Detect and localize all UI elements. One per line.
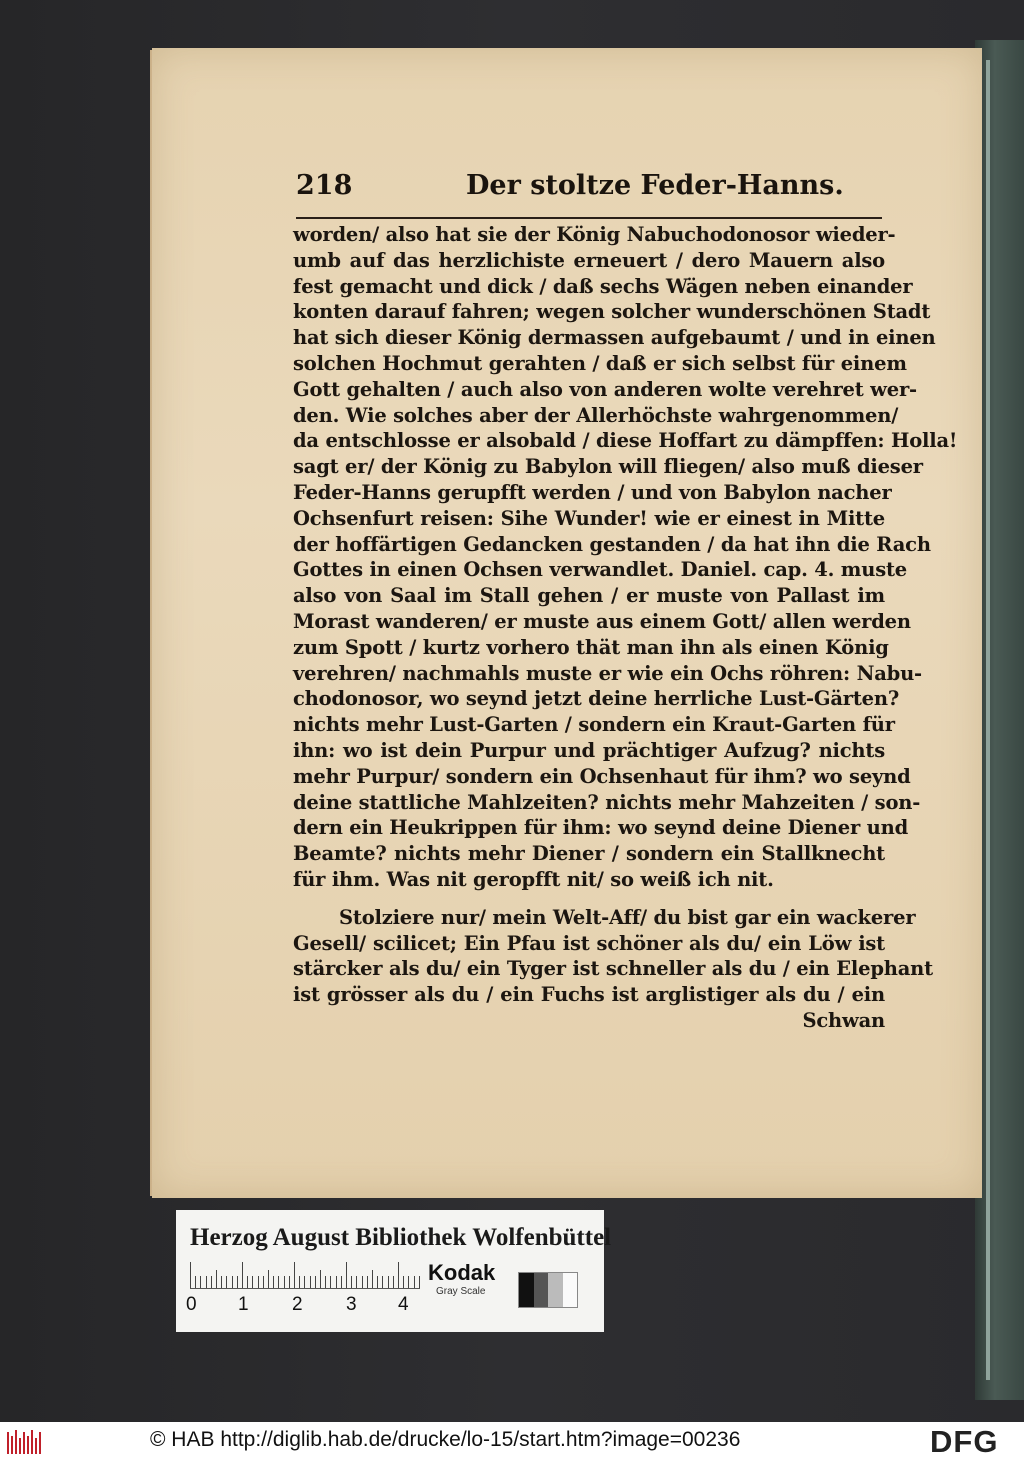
text-line: chodonosor, wo seynd jetzt deine herrliche Lust-Gärten? [293, 687, 900, 711]
text-line: konten darauf fahren; wegen solcher wunderschönen Stadt [293, 300, 931, 324]
ruler-tick [242, 1262, 243, 1288]
scale-number: 2 [292, 1294, 303, 1315]
ruler-tick [304, 1276, 305, 1288]
running-title: Der stoltze Feder-Hanns. [466, 170, 844, 201]
paragraph-gap [293, 893, 885, 905]
text-line: für ihm. Was nit geropfft nit/ so weiß ich nit. [293, 867, 774, 891]
kodak-brand: Kodak [428, 1260, 496, 1285]
ruler-tick [237, 1276, 238, 1288]
ruler-tick [341, 1276, 342, 1288]
text-line: stärcker als du/ ein Tyger ist schneller als du / ein Elephant [293, 957, 933, 981]
ruler-tick [289, 1276, 290, 1288]
barcode-icon [6, 1428, 46, 1456]
text-line: Gesell/ scilicet; Ein Pfau ist schöner als du/ ein Löw ist [293, 931, 885, 955]
gray-swatches [518, 1272, 578, 1308]
ruler-tick [200, 1276, 201, 1288]
text-line: also von Saal im Stall gehen / er muste von Pallast im [293, 584, 885, 608]
kodak-label [428, 1260, 495, 1297]
ruler-tick [398, 1262, 399, 1288]
ruler-tick [346, 1262, 347, 1288]
header-rule [296, 217, 882, 219]
dfg-logo: DFG [930, 1424, 999, 1459]
ruler-tick [377, 1276, 378, 1288]
ruler-tick [211, 1276, 212, 1288]
page-number: 218 [296, 170, 353, 201]
ruler-tick [263, 1276, 264, 1288]
scale-number: 0 [186, 1294, 197, 1315]
ruler-tick [382, 1276, 383, 1288]
color-reference-card [176, 1210, 612, 1332]
text-line: ihn: wo ist dein Purpur und prächtiger Aufzug? nichts [293, 738, 885, 762]
ruler-tick [414, 1276, 415, 1288]
text-line: dern ein Heukrippen für ihm: wo seynd deine Diener und [293, 816, 909, 840]
page-header [296, 170, 880, 210]
ruler-tick [226, 1276, 227, 1288]
text-line: den. Wie solches aber der Allerhöchste wahrgenommen/ [293, 403, 899, 427]
text-line: der hoffärtigen Gedancken gestanden / da hat ihn die Rach [293, 532, 931, 556]
text-line: solchen Hochmut gerahten / daß er sich selbst für einem [293, 351, 907, 375]
text-line: mehr Purpur/ sondern ein Ochsenhaut für ihm? wo seynd [293, 764, 911, 788]
ruler-tick [195, 1276, 196, 1288]
ruler-tick [325, 1276, 326, 1288]
text-line: Stolziere nur/ mein Welt-Aff/ du bist gar ein wackerer [339, 905, 916, 929]
text-line: ist grösser als du / ein Fuchs ist arglistiger als du / ein [293, 983, 885, 1007]
ruler-tick [356, 1276, 357, 1288]
ruler-tick [372, 1270, 373, 1288]
ruler-tick [310, 1276, 311, 1288]
kodak-subtitle: Gray Scale [436, 1286, 486, 1297]
text-line: da entschlosse er alsobald / diese Hoffart zu dämpffen: Holla! [293, 429, 958, 453]
swatch-white [563, 1273, 578, 1307]
adjacent-page-highlight [986, 60, 990, 1380]
text-line: Ochsenfurt reisen: Sihe Wunder! wie er einest in Mitte [293, 506, 885, 530]
scale-number: 3 [346, 1294, 357, 1315]
ruler-scale [190, 1258, 420, 1289]
ruler-tick [216, 1270, 217, 1288]
adjacent-page-edge [975, 40, 1024, 1400]
ruler-tick [258, 1276, 259, 1288]
swatch-black [519, 1273, 534, 1307]
ruler-tick [393, 1276, 394, 1288]
catchword: Schwan [802, 1008, 885, 1032]
scale-number: 4 [398, 1294, 409, 1315]
text-line: zum Spott / kurtz vorhero thät man ihn als einen König [293, 635, 889, 659]
text-line: umb auf das herzlichiste erneuert / dero Mauern also [293, 248, 885, 272]
ruler-tick [278, 1276, 279, 1288]
text-line: nichts mehr Lust-Garten / sondern ein Kraut-Garten für [293, 713, 895, 737]
ruler-tick [247, 1276, 248, 1288]
ruler-tick [206, 1276, 207, 1288]
ruler-tick [351, 1276, 352, 1288]
body-text [293, 222, 958, 1034]
ruler-tick [268, 1270, 269, 1288]
ruler-tick [336, 1276, 337, 1288]
text-line: deine stattliche Mahlzeiten? nichts mehr Mahzeiten / son- [293, 790, 921, 814]
ruler-tick [190, 1262, 191, 1288]
ruler-tick [294, 1262, 295, 1288]
swatch-dark-gray [534, 1273, 549, 1307]
ruler-tick [330, 1276, 331, 1288]
footer-bar [0, 1422, 1024, 1463]
ruler-tick [315, 1276, 316, 1288]
text-line: Gott gehalten / auch also von anderen wolte verehret wer- [293, 377, 917, 401]
scale-number: 1 [238, 1294, 249, 1315]
ruler-tick [320, 1270, 321, 1288]
ruler-tick [252, 1276, 253, 1288]
ruler-tick [388, 1276, 389, 1288]
ruler-tick [403, 1276, 404, 1288]
ruler-tick [221, 1276, 222, 1288]
ruler-tick [408, 1276, 409, 1288]
text-line: Feder-Hanns gerupfft werden / und von Babylon nacher [293, 480, 892, 504]
ruler-tick [367, 1276, 368, 1288]
text-line: sagt er/ der König zu Babylon will fliegen/ also muß dieser [293, 455, 923, 479]
text-line: fest gemacht und dick / daß sechs Wägen neben einander [293, 274, 913, 298]
text-line: Gottes in einen Ochsen verwandlet. Daniel. cap. 4. muste [293, 558, 908, 582]
text-line: hat sich dieser König dermassen aufgebaumt / und in einen [293, 326, 936, 350]
text-line: verehren/ nachmahls muste er wie ein Ochs röhren: Nabu- [293, 661, 922, 685]
ruler-tick [419, 1276, 420, 1288]
text-line: Morast wanderen/ er muste aus einem Gott/ allen werden [293, 609, 911, 633]
ruler-tick [273, 1276, 274, 1288]
ruler-tick [362, 1276, 363, 1288]
ruler-tick [299, 1276, 300, 1288]
swatch-light-gray [548, 1273, 563, 1307]
library-name: Herzog August Bibliothek Wolfenbüttel [190, 1224, 612, 1251]
ruler-tick [232, 1276, 233, 1288]
source-url[interactable]: © HAB http://diglib.hab.de/drucke/lo-15/start.htm?image=00236 [150, 1428, 741, 1451]
ruler-tick [284, 1276, 285, 1288]
text-line: Beamte? nichts mehr Diener / sondern ein Stallknecht [293, 842, 885, 866]
text-line: worden/ also hat sie der König Nabuchodonosor wieder- [293, 223, 896, 246]
